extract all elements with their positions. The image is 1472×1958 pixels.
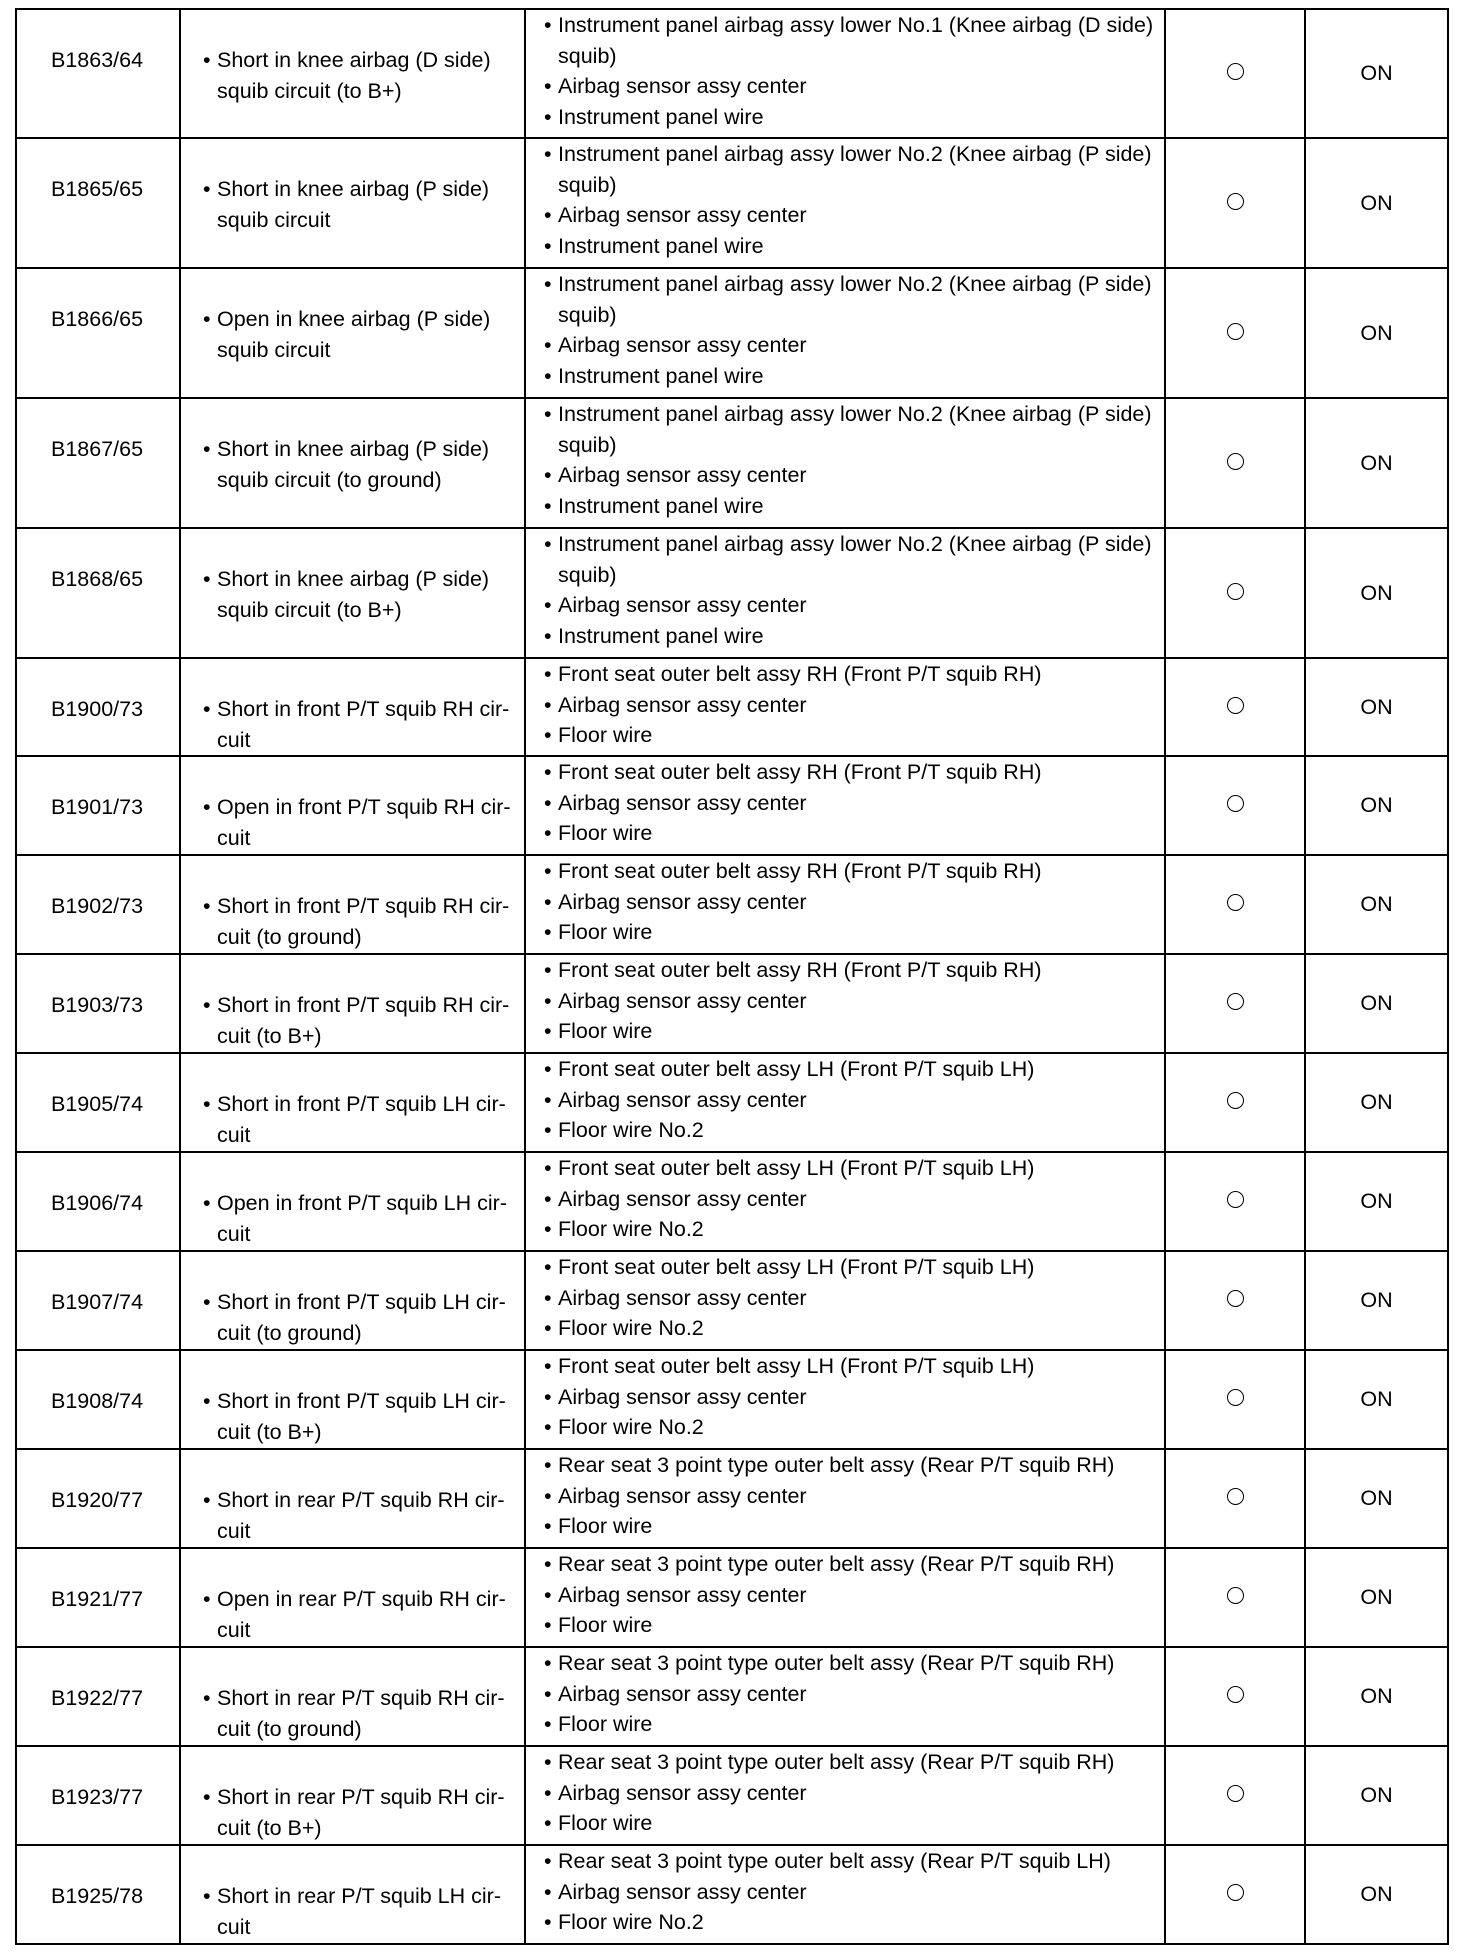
warning-light-cell <box>1305 398 1448 528</box>
trouble-area-cell <box>525 1845 1165 1944</box>
trouble-area-line: • Instrument panel airbag assy lower No.2 (Knee airbag (P side) <box>558 272 1152 296</box>
circle-icon <box>1227 1587 1244 1604</box>
dtc-code-cell <box>16 1449 180 1548</box>
warning-light-status: ON <box>1360 450 1393 475</box>
detection-condition <box>203 174 518 235</box>
warning-light-status: ON <box>1360 1486 1393 1511</box>
detection-condition-line: cuit (to ground) <box>217 1716 362 1741</box>
detection-condition <box>203 1584 518 1645</box>
detection-condition-line: squib circuit (to ground) <box>217 467 442 492</box>
table-row <box>16 855 1448 954</box>
memory-mark-cell <box>1165 855 1305 954</box>
detection-condition-cell <box>180 1251 525 1350</box>
warning-light-status: ON <box>1360 1288 1393 1313</box>
trouble-area-item: • Airbag sensor assy center <box>544 788 1158 819</box>
detection-condition-line: cuit (to B+) <box>217 1815 322 1840</box>
trouble-area-cell <box>525 9 1165 138</box>
warning-light-status: ON <box>1360 580 1393 605</box>
trouble-area-item: • Airbag sensor assy center <box>544 690 1158 721</box>
dtc-code: B1868/65 <box>51 567 144 591</box>
circle-icon <box>1227 583 1244 600</box>
trouble-area-item: • Floor wire <box>544 720 1158 751</box>
circle-icon <box>1227 1686 1244 1703</box>
dtc-code-cell <box>16 756 180 855</box>
trouble-area-item: • Floor wire No.2 <box>544 1412 1158 1443</box>
dtc-code-cell <box>16 1845 180 1944</box>
detection-condition-cell <box>180 954 525 1053</box>
detection-condition-cell <box>180 1746 525 1845</box>
trouble-area-item: • Airbag sensor assy center <box>544 1382 1158 1413</box>
trouble-area-line: squib) <box>558 432 617 457</box>
dtc-code: B1900/73 <box>51 697 144 721</box>
detection-condition-line: • Open in rear P/T squib RH cir- <box>217 1587 506 1611</box>
table-row <box>16 398 1448 528</box>
trouble-area-item: • Airbag sensor assy center <box>544 460 1158 491</box>
trouble-area-item: • Airbag sensor assy center <box>544 986 1158 1017</box>
trouble-area-item: • Front seat outer belt assy LH (Front P/T squib LH) <box>544 1054 1158 1085</box>
detection-condition <box>203 1287 518 1348</box>
circle-icon <box>1227 894 1244 911</box>
dtc-code: B1920/77 <box>51 1488 144 1512</box>
table-row <box>16 1251 1448 1350</box>
trouble-area-item: • Front seat outer belt assy RH (Front P/T squib RH) <box>544 856 1158 887</box>
detection-condition <box>203 304 518 365</box>
detection-condition-cell <box>180 398 525 528</box>
detection-condition-line: • Short in front P/T squib LH cir- <box>217 1290 506 1314</box>
trouble-area-item: • Front seat outer belt assy LH (Front P/T squib LH) <box>544 1252 1158 1283</box>
warning-light-cell <box>1305 658 1448 756</box>
warning-light-status: ON <box>1360 1090 1393 1115</box>
trouble-area-item: • Floor wire <box>544 1709 1158 1740</box>
dtc-code-cell <box>16 398 180 528</box>
detection-condition-line: • Short in front P/T squib RH cir- <box>217 697 510 721</box>
detection-condition-line: • Short in front P/T squib RH cir- <box>217 894 510 918</box>
detection-condition <box>203 1683 518 1744</box>
warning-light-cell <box>1305 1053 1448 1152</box>
detection-condition-line: cuit (to B+) <box>217 1419 322 1444</box>
detection-condition <box>203 792 518 853</box>
warning-light-status: ON <box>1360 694 1393 719</box>
warning-light-cell <box>1305 528 1448 658</box>
detection-condition-cell <box>180 1647 525 1746</box>
trouble-area-item: • Airbag sensor assy center <box>544 1184 1158 1215</box>
memory-mark-cell <box>1165 756 1305 855</box>
warning-light-cell <box>1305 1845 1448 1944</box>
detection-condition-line: • Short in knee airbag (P side) <box>217 437 490 461</box>
detection-condition-cell <box>180 1548 525 1647</box>
detection-condition-line: cuit <box>217 1518 251 1543</box>
circle-icon <box>1227 1488 1244 1505</box>
circle-icon <box>1227 453 1244 470</box>
table-row <box>16 1746 1448 1845</box>
detection-condition-cell <box>180 268 525 398</box>
warning-light-status: ON <box>1360 991 1393 1016</box>
warning-light-cell <box>1305 855 1448 954</box>
circle-icon <box>1227 1290 1244 1307</box>
trouble-area-item: • Rear seat 3 point type outer belt assy (Rear P/T squib RH) <box>544 1450 1158 1481</box>
trouble-area-item <box>544 269 1158 330</box>
trouble-area-cell <box>525 1350 1165 1449</box>
memory-mark-cell <box>1165 1548 1305 1647</box>
trouble-area-item <box>544 10 1158 71</box>
trouble-area-cell <box>525 1647 1165 1746</box>
detection-condition-line: • Open in front P/T squib RH cir- <box>217 795 511 819</box>
warning-light-status: ON <box>1360 61 1393 86</box>
trouble-area-item: • Rear seat 3 point type outer belt assy (Rear P/T squib LH) <box>544 1846 1158 1877</box>
dtc-code-cell <box>16 1350 180 1449</box>
warning-light-status: ON <box>1360 892 1393 917</box>
trouble-area-item: • Airbag sensor assy center <box>544 330 1158 361</box>
warning-light-cell <box>1305 1746 1448 1845</box>
dtc-code: B1905/74 <box>51 1092 144 1116</box>
detection-condition-line: • Short in rear P/T squib LH cir- <box>217 1884 501 1908</box>
detection-condition-line: squib circuit <box>217 337 331 362</box>
dtc-code: B1925/78 <box>51 1884 144 1908</box>
warning-light-cell <box>1305 9 1448 138</box>
dtc-code: B1923/77 <box>51 1785 144 1809</box>
trouble-area-item: • Airbag sensor assy center <box>544 1778 1158 1809</box>
warning-light-cell <box>1305 1449 1448 1548</box>
trouble-area-item: • Front seat outer belt assy RH (Front P/T squib RH) <box>544 955 1158 986</box>
trouble-area-item: • Floor wire No.2 <box>544 1907 1158 1938</box>
trouble-area-line: • Instrument panel airbag assy lower No.2 (Knee airbag (P side) <box>558 532 1152 556</box>
dtc-code-cell <box>16 1053 180 1152</box>
circle-icon <box>1227 63 1244 80</box>
circle-icon <box>1227 1884 1244 1901</box>
dtc-code: B1903/73 <box>51 993 144 1017</box>
dtc-table <box>15 8 1449 1945</box>
trouble-area-cell <box>525 1548 1165 1647</box>
trouble-area-item <box>544 139 1158 200</box>
detection-condition-line: cuit <box>217 1617 251 1642</box>
detection-condition-line: • Short in front P/T squib LH cir- <box>217 1092 506 1116</box>
trouble-area-item: • Rear seat 3 point type outer belt assy (Rear P/T squib RH) <box>544 1549 1158 1580</box>
trouble-area-item: • Front seat outer belt assy LH (Front P/T squib LH) <box>544 1153 1158 1184</box>
detection-condition-line: cuit <box>217 727 251 752</box>
dtc-code: B1865/65 <box>51 177 144 201</box>
table-row <box>16 1845 1448 1944</box>
warning-light-cell <box>1305 756 1448 855</box>
table-row <box>16 1350 1448 1449</box>
warning-light-status: ON <box>1360 1387 1393 1412</box>
trouble-area-item: • Floor wire <box>544 1610 1158 1641</box>
memory-mark-cell <box>1165 138 1305 268</box>
detection-condition <box>203 990 518 1051</box>
trouble-area-cell <box>525 756 1165 855</box>
dtc-code-cell <box>16 1746 180 1845</box>
trouble-area-line: • Instrument panel airbag assy lower No.2 (Knee airbag (P side) <box>558 402 1152 426</box>
trouble-area-item: • Airbag sensor assy center <box>544 200 1158 231</box>
trouble-area-cell <box>525 1251 1165 1350</box>
detection-condition-line: • Short in front P/T squib RH cir- <box>217 993 510 1017</box>
warning-light-cell <box>1305 268 1448 398</box>
warning-light-status: ON <box>1360 320 1393 345</box>
memory-mark-cell <box>1165 528 1305 658</box>
dtc-code: B1921/77 <box>51 1587 144 1611</box>
warning-light-cell <box>1305 1647 1448 1746</box>
trouble-area-item: • Airbag sensor assy center <box>544 1679 1158 1710</box>
trouble-area-item: • Rear seat 3 point type outer belt assy (Rear P/T squib RH) <box>544 1747 1158 1778</box>
detection-condition-line: • Short in rear P/T squib RH cir- <box>217 1686 505 1710</box>
memory-mark-cell <box>1165 1449 1305 1548</box>
detection-condition-cell <box>180 658 525 756</box>
table-row <box>16 1548 1448 1647</box>
trouble-area-item: • Floor wire <box>544 818 1158 849</box>
dtc-code: B1907/74 <box>51 1290 144 1314</box>
trouble-area-item: • Airbag sensor assy center <box>544 71 1158 102</box>
detection-condition <box>203 891 518 952</box>
memory-mark-cell <box>1165 1845 1305 1944</box>
circle-icon <box>1227 993 1244 1010</box>
detection-condition-line: squib circuit <box>217 207 331 232</box>
warning-light-status: ON <box>1360 1783 1393 1808</box>
detection-condition-line: • Short in knee airbag (P side) <box>217 567 490 591</box>
trouble-area-item: • Floor wire No.2 <box>544 1313 1158 1344</box>
circle-icon <box>1227 795 1244 812</box>
memory-mark-cell <box>1165 9 1305 138</box>
trouble-area-item: • Instrument panel wire <box>544 361 1158 392</box>
trouble-area-cell <box>525 855 1165 954</box>
dtc-code: B1901/73 <box>51 795 144 819</box>
trouble-area-item: • Airbag sensor assy center <box>544 590 1158 621</box>
trouble-area-item: • Airbag sensor assy center <box>544 1283 1158 1314</box>
table-row <box>16 1152 1448 1251</box>
trouble-area-cell <box>525 954 1165 1053</box>
detection-condition-line: cuit <box>217 1914 251 1939</box>
trouble-area-item: • Front seat outer belt assy RH (Front P/T squib RH) <box>544 659 1158 690</box>
warning-light-status: ON <box>1360 190 1393 215</box>
detection-condition-line: • Short in knee airbag (D side) <box>217 48 491 72</box>
circle-icon <box>1227 697 1244 714</box>
memory-mark-cell <box>1165 268 1305 398</box>
dtc-code: B1908/74 <box>51 1389 144 1413</box>
trouble-area-item: • Instrument panel wire <box>544 231 1158 262</box>
trouble-area-item: • Airbag sensor assy center <box>544 1580 1158 1611</box>
warning-light-cell <box>1305 1350 1448 1449</box>
warning-light-cell <box>1305 1548 1448 1647</box>
detection-condition-line: cuit <box>217 825 251 850</box>
memory-mark-cell <box>1165 1746 1305 1845</box>
detection-condition-cell <box>180 528 525 658</box>
detection-condition-line: squib circuit (to B+) <box>217 78 402 103</box>
warning-light-status: ON <box>1360 1684 1393 1709</box>
dtc-code-cell <box>16 954 180 1053</box>
detection-condition <box>203 434 518 495</box>
detection-condition <box>203 1386 518 1447</box>
trouble-area-line: squib) <box>558 302 617 327</box>
memory-mark-cell <box>1165 1251 1305 1350</box>
detection-condition <box>203 564 518 625</box>
detection-condition-cell <box>180 855 525 954</box>
detection-condition-line: • Short in rear P/T squib RH cir- <box>217 1488 505 1512</box>
circle-icon <box>1227 1191 1244 1208</box>
trouble-area-cell <box>525 1746 1165 1845</box>
trouble-area-item <box>544 529 1158 590</box>
dtc-code: B1867/65 <box>51 437 144 461</box>
dtc-code-cell <box>16 855 180 954</box>
trouble-area-item: • Instrument panel wire <box>544 621 1158 652</box>
trouble-area-item: • Floor wire No.2 <box>544 1214 1158 1245</box>
warning-light-status: ON <box>1360 1585 1393 1610</box>
memory-mark-cell <box>1165 1152 1305 1251</box>
detection-condition-cell <box>180 1053 525 1152</box>
dtc-code-cell <box>16 1647 180 1746</box>
trouble-area-item: • Airbag sensor assy center <box>544 887 1158 918</box>
trouble-area-cell <box>525 1152 1165 1251</box>
trouble-area-cell <box>525 1053 1165 1152</box>
dtc-code: B1863/64 <box>51 48 144 72</box>
detection-condition <box>203 1188 518 1249</box>
detection-condition-line: • Short in front P/T squib LH cir- <box>217 1389 506 1413</box>
detection-condition-line: • Open in front P/T squib LH cir- <box>217 1191 507 1215</box>
warning-light-cell <box>1305 954 1448 1053</box>
detection-condition-line: • Short in rear P/T squib RH cir- <box>217 1785 505 1809</box>
detection-condition-cell <box>180 756 525 855</box>
trouble-area-item: • Airbag sensor assy center <box>544 1085 1158 1116</box>
detection-condition-cell <box>180 9 525 138</box>
table-row <box>16 9 1448 138</box>
warning-light-cell <box>1305 1152 1448 1251</box>
trouble-area-cell <box>525 268 1165 398</box>
detection-condition-cell <box>180 1449 525 1548</box>
trouble-area-cell <box>525 138 1165 268</box>
dtc-code-cell <box>16 1548 180 1647</box>
dtc-code-cell <box>16 528 180 658</box>
trouble-area-item: • Floor wire <box>544 1511 1158 1542</box>
trouble-area-item: • Front seat outer belt assy LH (Front P/T squib LH) <box>544 1351 1158 1382</box>
trouble-area-item: • Instrument panel wire <box>544 491 1158 522</box>
detection-condition-line: • Open in knee airbag (P side) <box>217 307 491 331</box>
dtc-code: B1922/77 <box>51 1686 144 1710</box>
circle-icon <box>1227 323 1244 340</box>
warning-light-status: ON <box>1360 1189 1393 1214</box>
trouble-area-line: squib) <box>558 172 617 197</box>
dtc-table-body <box>16 9 1448 1944</box>
trouble-area-item <box>544 399 1158 460</box>
dtc-code: B1866/65 <box>51 307 144 331</box>
trouble-area-line: squib) <box>558 43 617 68</box>
trouble-area-line: • Instrument panel airbag assy lower No.1 (Knee airbag (D side) <box>558 13 1154 37</box>
memory-mark-cell <box>1165 1647 1305 1746</box>
trouble-area-line: squib) <box>558 562 617 587</box>
dtc-code-cell <box>16 9 180 138</box>
detection-condition <box>203 694 518 755</box>
trouble-area-item: • Front seat outer belt assy RH (Front P/T squib RH) <box>544 757 1158 788</box>
detection-condition-cell <box>180 1350 525 1449</box>
trouble-area-item: • Rear seat 3 point type outer belt assy (Rear P/T squib RH) <box>544 1648 1158 1679</box>
circle-icon <box>1227 1785 1244 1802</box>
circle-icon <box>1227 1092 1244 1109</box>
detection-condition-line: cuit (to ground) <box>217 924 362 949</box>
dtc-code-cell <box>16 268 180 398</box>
table-row <box>16 954 1448 1053</box>
dtc-code-cell <box>16 1152 180 1251</box>
table-row <box>16 268 1448 398</box>
dtc-code-cell <box>16 658 180 756</box>
trouble-area-cell <box>525 398 1165 528</box>
memory-mark-cell <box>1165 954 1305 1053</box>
trouble-area-item: • Instrument panel wire <box>544 102 1158 133</box>
detection-condition-cell <box>180 138 525 268</box>
memory-mark-cell <box>1165 1053 1305 1152</box>
dtc-code: B1906/74 <box>51 1191 144 1215</box>
trouble-area-line: • Instrument panel airbag assy lower No.2 (Knee airbag (P side) <box>558 142 1152 166</box>
detection-condition <box>203 1782 518 1843</box>
detection-condition-line: • Short in knee airbag (P side) <box>217 177 490 201</box>
trouble-area-item: • Airbag sensor assy center <box>544 1481 1158 1512</box>
detection-condition-line: cuit (to B+) <box>217 1023 322 1048</box>
detection-condition-line: cuit (to ground) <box>217 1320 362 1345</box>
dtc-code-cell <box>16 1251 180 1350</box>
warning-light-cell <box>1305 138 1448 268</box>
detection-condition-cell <box>180 1845 525 1944</box>
trouble-area-cell <box>525 658 1165 756</box>
warning-light-status: ON <box>1360 1882 1393 1907</box>
warning-light-cell <box>1305 1251 1448 1350</box>
table-row <box>16 1449 1448 1548</box>
trouble-area-item: • Floor wire No.2 <box>544 1115 1158 1146</box>
table-row <box>16 528 1448 658</box>
detection-condition-line: cuit <box>217 1122 251 1147</box>
trouble-area-cell <box>525 1449 1165 1548</box>
trouble-area-item: • Floor wire <box>544 1808 1158 1839</box>
memory-mark-cell <box>1165 1350 1305 1449</box>
circle-icon <box>1227 193 1244 210</box>
detection-condition <box>203 1881 518 1942</box>
trouble-area-item: • Airbag sensor assy center <box>544 1877 1158 1908</box>
warning-light-status: ON <box>1360 793 1393 818</box>
detection-condition <box>203 1485 518 1546</box>
trouble-area-cell <box>525 528 1165 658</box>
detection-condition-cell <box>180 1152 525 1251</box>
detection-condition <box>203 1089 518 1150</box>
detection-condition-line: cuit <box>217 1221 251 1246</box>
table-row <box>16 1053 1448 1152</box>
memory-mark-cell <box>1165 398 1305 528</box>
detection-condition-line: squib circuit (to B+) <box>217 597 402 622</box>
table-row <box>16 1647 1448 1746</box>
circle-icon <box>1227 1389 1244 1406</box>
table-row <box>16 658 1448 756</box>
table-row <box>16 138 1448 268</box>
trouble-area-item: • Floor wire <box>544 917 1158 948</box>
table-row <box>16 756 1448 855</box>
memory-mark-cell <box>1165 658 1305 756</box>
detection-condition <box>203 45 518 106</box>
trouble-area-item: • Floor wire <box>544 1016 1158 1047</box>
dtc-code: B1902/73 <box>51 894 144 918</box>
dtc-code-cell <box>16 138 180 268</box>
